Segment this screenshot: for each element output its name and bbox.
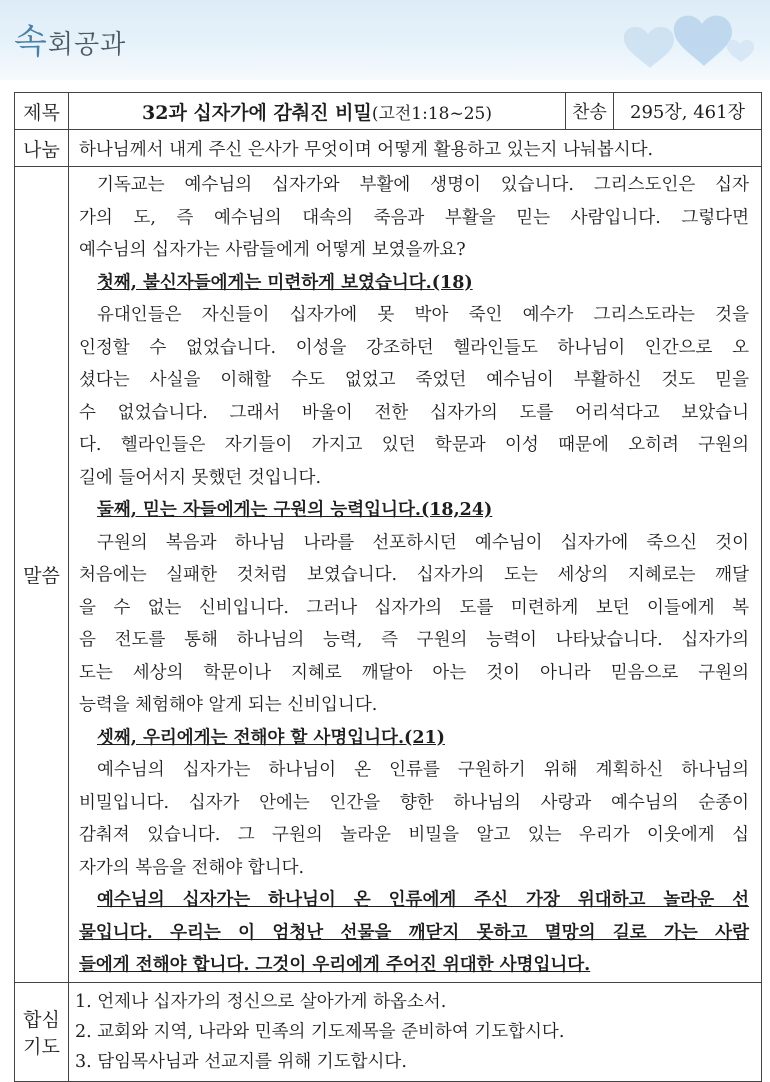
prayer-item: 2. 교회와 지역, 나라와 민족의 기도제목을 준비하여 기도합시다. [75,1021,565,1042]
hearts-decoration-icon [608,4,758,76]
title-label: 제목 [15,93,69,130]
title-row [15,93,762,130]
prayer-row [15,982,762,1081]
prayer-label-line: 기도 [23,1035,60,1058]
intro-line: 가의 도, 즉 예수님의 대속의 죽음과 부활을 믿는 사람입니다. 그렇다면 [79,207,749,228]
lesson-reference: (고전1:18~25) [371,103,492,124]
lesson-title: 32과 십자가에 감춰진 비밀 [142,101,372,124]
header-title-rest: 회공과 [47,30,127,60]
point1-line: 유대인들은 자신들이 십자가에 못 박아 죽인 예수가 그리스도라는 것을 [97,305,749,325]
hymn-numbers: 295장, 461장 [614,93,762,130]
intro-line: 예수님의 십자가는 사람들에게 어떻게 보였을까요? [79,240,466,260]
intro-line: 기독교는 예수님의 십자가와 부활에 생명이 있습니다. 그리스도인은 십자 [97,175,749,195]
prayer-item: 1. 언제나 십자가의 정신으로 살아가게 하옵소서. [75,991,447,1012]
lesson-sheet [14,92,762,1082]
point2-line: 도는 세상의 학문이나 지혜로 깨달아 아는 것이 아니라 믿음으로 구원의 [79,662,749,683]
word-label: 말씀 [15,167,69,983]
point1-line: 셨다는 사실을 이해할 수도 없었고 죽었던 예수님이 부활하신 것도 믿을 [79,370,749,390]
point2-line: 을 수 없는 신비입니다. 그러나 십자가의 도를 미련하게 보던 이들에게 복 [79,597,749,618]
word-content [69,167,762,983]
point1-line: 인정할 수 없었습니다. 이성을 강조하던 헬라인들도 하나님이 인간으로 오 [79,337,749,358]
point1-heading: 첫째, 불신자들에게는 미련하게 보였습니다.(18) [97,272,473,293]
prayer-list [69,982,762,1081]
prayer-label [15,982,69,1081]
point3-heading: 셋째, 우리에게는 전해야 할 사명입니다.(21) [97,727,445,748]
hymn-label: 찬송 [566,93,614,130]
lesson-title-cell [69,93,566,130]
conclusion-line: 들에게 전해야 합니다. 그것이 우리에게 주어진 위대한 사명입니다. [79,955,591,975]
share-row [15,130,762,167]
share-label: 나눔 [15,130,69,167]
point2-heading: 둘째, 믿는 자들에게는 구원의 능력입니다.(18,24) [97,500,493,520]
point2-line: 음 전도를 통해 하나님의 능력, 즉 구원의 능력이 나타났습니다. 십자가의 [79,630,749,650]
point1-line: 수 없었습니다. 그래서 바울이 전한 십자가의 도를 어리석다고 보았습니 [79,402,749,423]
header-banner [0,0,770,80]
header-title-initial: 속 [14,22,48,62]
conclusion-line: 물입니다. 우리는 이 엄청난 선물을 깨닫지 못하고 멸망의 길로 가는 사람 [79,922,749,943]
word-row [15,167,762,983]
share-question: 하나님께서 내게 주신 은사가 무엇이며 어떻게 활용하고 있는지 나눠봅시다. [69,130,762,167]
point3-line: 예수님의 십자가는 하나님이 온 인류를 구원하기 위해 계획하신 하나님의 [97,760,749,780]
point1-line: 다. 헬라인들은 자기들이 가지고 있던 학문과 이성 때문에 오히려 구원의 [79,435,749,455]
point3-line: 감춰져 있습니다. 그 구원의 놀라운 비밀을 알고 있는 우리가 이웃에게 십 [79,825,749,845]
point3-line: 자가의 복음을 전해야 합니다. [79,857,305,878]
point3-line: 비밀입니다. 십자가 안에는 인간을 향한 하나님의 사랑과 예수님의 순종이 [79,792,749,813]
prayer-item: 3. 담임목사님과 선교지를 위해 기도합시다. [75,1051,407,1072]
prayer-label-line: 합심 [23,1008,60,1031]
conclusion-line: 예수님의 십자가는 하나님이 온 인류에게 주신 가장 위대하고 놀라운 선 [97,890,749,910]
point1-line: 길에 들어서지 못했던 것입니다. [79,467,322,488]
point2-line: 구원의 복음과 하나님 나라를 선포하시던 예수님이 십자가에 죽으신 것이 [97,532,749,553]
header-title [14,14,126,63]
point2-line: 처음에는 실패한 것처럼 보였습니다. 십자가의 도는 세상의 지혜로는 깨달 [79,565,749,585]
point2-line: 능력을 체험해야 알게 되는 신비입니다. [79,695,378,715]
